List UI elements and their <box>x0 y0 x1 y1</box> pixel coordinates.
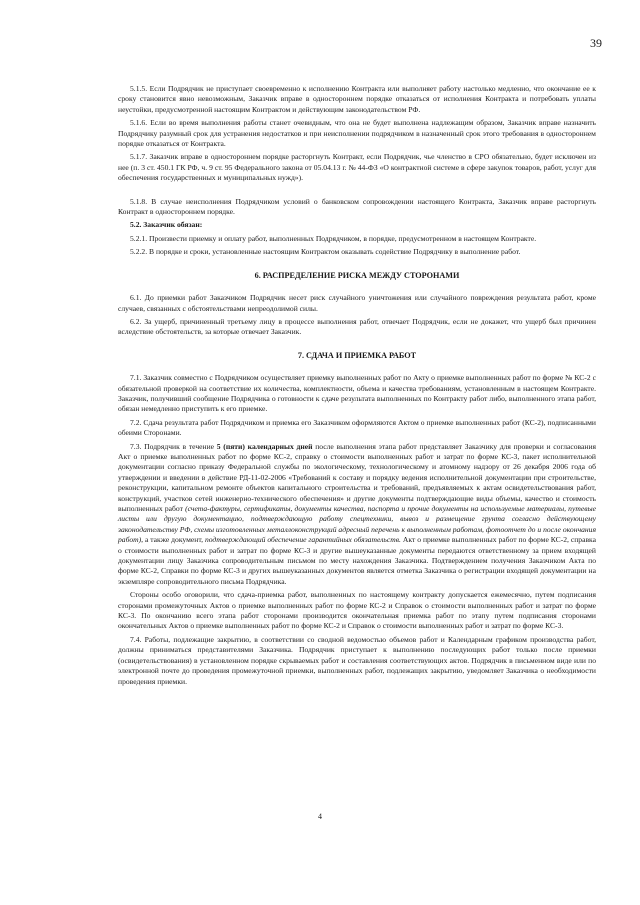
clause-5-1-6: 5.1.6. Если во время выполнения работы станет очевидным, что она не будет выполнена надлежащим образом, Заказчик вправе назначить Подрядчику разумный срок для устранения недостатков и при неисполнении подрядчиком в назначенный срок этого требования в одностороннем порядке отказаться от Контракта. <box>118 118 596 149</box>
clause-7-3-doc-list: (счета-фактуры, сертификаты, документы качества, паспорта и прочие документы на используемые материалы, путевые листы или другую документацию, подтверждающую работу спецтехники, вывоз и размещение грунта согласно действующему законодательству РФ, схемы изготовленных металлоконструкций адресный перечень к выполненным работам, фотоотчет до и после окончания работ) <box>118 504 596 545</box>
clause-7-3-guarantee: подтверждающий обеспечение гарантийных обязательств. <box>204 535 401 545</box>
section-6-heading: 6. РАСПРЕДЕЛЕНИЕ РИСКА МЕЖДУ СТОРОНАМИ <box>254 270 460 280</box>
clause-7-3-start: 7.3. Подрядчик в течение <box>130 441 217 451</box>
clause-7-3-middle2: , а также документ, <box>141 535 205 545</box>
clause-5-1-5: 5.1.5. Если Подрядчик не приступает своевременно к исполнению Контракта или выполняет работу настолько медленно, что окончание ее к сроку становится явно невозможным, Заказчик вправе в одностороннем порядке отказаться от исполнения Контракта и потребовать уплаты неустойки, предусмотренной настоящим Контрактом и действующим законодательством РФ. <box>118 84 596 114</box>
clause-7-2: 7.2. Сдача результата работ Подрядчиком и приемка его Заказчиком оформляются Актом о приемке выполненных работ (КС-2), подписанными обеими Сторонами. <box>118 417 596 438</box>
document-body <box>118 84 596 690</box>
section-7-heading: 7. СДАЧА И ПРИЕМКА РАБОТ <box>297 350 417 360</box>
page-number-bottom: 4 <box>318 812 322 821</box>
page-number-top: 39 <box>590 36 602 50</box>
clause-7-3-end: Акт о приемке выполненных работ по форме КС-2, справка о стоимости выполненных работ и затрат по форме КС-3 и другие вышеуказанные документы передаются ответственному за прием входящей документации лицу Заказчика сопроводительным письмом по месту нахождения Заказчика. Подтверждением получения Заказчиком Акта по форме КС-2, Справки по форме КС-3 и других вышеуказанных документов является отметка Заказчика о регистрации входящей документации на экземпляре сопроводительного письма Подрядчика. <box>118 535 596 586</box>
clause-7-4: 7.4. Работы, подлежащие закрытию, в соответствии со сводной ведомостью объемов работ и Календарным графиком производства работ, должны приниматься представителями Заказчика. Подрядчик приступает к выполнению последующих работ только после приемки (освидетельствования) в установленном порядке скрываемых работ и составления соответствующих актов. Подрядчик в письменном виде или по электронной почте до проведения промежуточной приемки, выполненных работ, подлежащих закрытию, уведомляет Заказчика о необходимости проведения приемки. <box>118 634 596 686</box>
clause-5-2-1: 5.2.1. Произвести приемку и оплату работ, выполненных Подрядчиком, в порядке, предусмотренном в настоящем Контракте. <box>130 233 537 243</box>
clause-6-1: 6.1. До приемки работ Заказчиком Подрядчик несет риск случайного уничтожения или случайного повреждения результата работ, кроме случаев, связанных с обстоятельствами непреодолимой силы. <box>118 293 596 313</box>
clause-7-3-middle: после выполнения этапа работ представляет Заказчику для проверки и согласования Акт о приемке выполненных работ по форме КС-2, справку о стоимости выполненных работ и затрат по форме КС-3, пакет исполнительной документации согласно приказу Федеральной службы по экологическому, технологическому и атомному надзору от 26 декабря 2006 года об утверждении и введении в действие РД-11-02-2006 «Требований к составу и порядку ведения исполнительной документации при строительстве, реконструкции, капитальном ремонте объектов капитального строительства и требований, предъявляемых к актам освидетельствования работ, конструкций, участков сетей инженерно-технического обеспечения» и другие документы подтверждающие виды объемы, качество и стоимость выполненных работ <box>118 441 596 513</box>
clause-7-3 <box>118 442 596 588</box>
clause-7-1: 7.1. Заказчик совместно с Подрядчиком осуществляет приемку выполненных работ по Акту о приемке выполненных работ по форме № КС-2 с обязательной проверкой на соответствие их количества, комплектности, объема и качества требованиям, установленным в настоящем Контракте. Заказчик, получивший сообщение Подрядчика о готовности к сдаче результата выполненных по Контракту работ либо, выполненного этапа работ, обязан немедленно приступить к его приемке. <box>118 373 596 414</box>
clause-5-2-2: 5.2.2. В порядке и сроки, установленные настоящим Контрактом оказывать содействие Подрядчику в выполнение работ. <box>130 247 521 257</box>
clause-7-3-parties: Стороны особо оговорили, что сдача-приемка работ, выполненных по настоящему контракту допускается ежемесячно, путем подписания сторонами промежуточных Актов о приемке выполненных работ по форме КС-2 и Справок о стоимости выполненных работ и затрат по форме КС-3. По окончанию всего этапа работ сторонами производится окончательная приемка работ по этапу путем подписания сторонами окончательных Актов о приемке выполненных работ по форме КС-2 и Справок о стоимости выполненных работ и затрат по форме КС-3. <box>118 590 596 631</box>
clause-5-1-8: 5.1.8. В случае неисполнения Подрядчиком условий о банковском сопровождении настоящего Контракта, Заказчик вправе расторгнуть Контракт в одностороннем порядке. <box>118 196 596 217</box>
clause-6-2: 6.2. За ущерб, причиненный третьему лицу в процессе выполнения работ, отвечает Подрядчик, если не докажет, что ущерб был причинен вследствие обстоятельств, за которые отвечает Заказчик. <box>118 316 596 337</box>
clause-5-2-heading: 5.2. Заказчик обязан: <box>130 220 203 230</box>
clause-7-3-deadline: 5 (пяти) календарных дней <box>216 441 313 451</box>
clause-5-1-7: 5.1.7. Заказчик вправе в одностороннем порядке расторгнуть Контракт, если Подрядчик, чье членство в СРО обязательно, будет исключен из нее (п. 3 ст. 450.1 ГК РФ, ч. 9 ст. 95 Федерального закона от 05.04.13 г. № 44-ФЗ «О контрактной системе в сфере закупок товаров, работ, услуг для обеспечения государственных и муниципальных нужд»). <box>118 152 596 183</box>
